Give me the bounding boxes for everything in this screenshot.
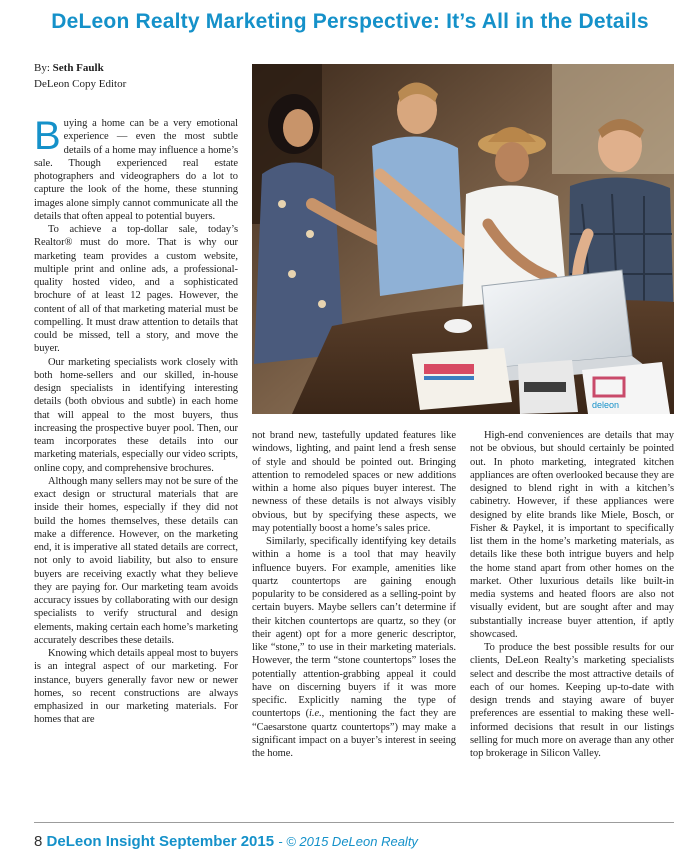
drop-cap: B <box>34 114 61 158</box>
paragraph: Although many sellers may not be sure of the exact design or structural materials that are inside their homes, especially if they did not build the homes themselves, these details can make a difference. However, on the marketing end, it is imperative all stated details are correct, not only to avoid liability, but also to ensure buyers are receiving exactly what they believe they are paying for. Our marketing team avoids accuracy issues by collaborating with our design specialists to verify structural and design elements, making certain each home’s marketing accurately describes these details. <box>34 475 238 646</box>
paragraph: Our marketing specialists work closely with both home-sellers and our skilled, in-house design specialists in identifying interesting details (both obvious and subtle) in each home that will appeal to the most buyers, thus increasing the prospective buyer pool. Then, our team incorporates these details into our marketing materials, especially our video scripts, online copy, and comprehensive brochures. <box>34 356 238 474</box>
paragraph: To produce the best possible results for our clients, DeLeon Realty’s marketing specialists select and describe the most attractive details of each of our homes. Keeping up-to-date with design trends and staying aware of buyer preferences are essential to making these well-informed decisions that result in our listings selling for much more on average than any other top brokerage in Silicon Valley. <box>470 642 674 759</box>
paragraph-continued: not brand new, tastefully updated features like windows, lighting, and paint lend a fresh sense of style and should be pointed out. Bringing attention to remodeled spaces or new additions within a home also piques buyer interest. The newness of these details is not always visibly obvious, but by specifying these aspects, we may potentially boost a home’s sales price. <box>252 430 456 534</box>
article-column-3 <box>470 429 674 760</box>
paragraph: High-end conveniences are details that may not be obvious, but should certainly be pointed out. In photo marketing, integrated kitchen appliances are often overlooked because they are designed to blend right in with a kitchen’s cabinetry. However, if these appliances were designed by elite brands like Miele, Bosch, or Fisher & Paykel, it is important to specifically list them in the home’s marketing materials, as details like these both intrigue buyers and help the home stand apart from other homes on the market. Other luxurious details like built-in media systems and heated floors are also not visually evident, but are sought after and may substantially increase buyer attention, if aptly showcased. <box>470 430 674 640</box>
byline-label: By: <box>34 62 50 74</box>
intro-paragraph: Buying a home can be a very emotional experience — even the most subtle details of a home may influence a home’s sale. Though experienced real estate photographers and videographers do a lot to capture the look of the home, these stunning images alone simply cannot communicate all the details that often appeal to potential buyers. <box>34 114 238 222</box>
author-role: DeLeon Copy Editor <box>34 78 127 90</box>
page-number: 8 <box>34 833 43 850</box>
author-name: Seth Faulk <box>52 62 104 74</box>
paragraph: Knowing which details appeal most to buyers is an integral aspect of our marketing. For instance, buyers generally favor new or newer homes, so recent constructions are always emphasized in our marketing materials. For homes that are <box>34 648 238 726</box>
team-photo-illustration <box>252 64 674 414</box>
team-photo <box>252 64 674 414</box>
page-footer <box>34 833 418 850</box>
brochure-brand-text: deleon <box>592 400 620 410</box>
article-title: DeLeon Realty Marketing Perspective: It’s All in the Details <box>51 10 649 33</box>
article-column-1 <box>34 114 238 727</box>
copyright-notice: - © 2015 DeLeon Realty <box>278 834 418 849</box>
byline <box>34 60 126 92</box>
footer-divider <box>34 822 674 823</box>
article-column-2 <box>252 429 456 760</box>
paragraph: To achieve a top-dollar sale, today’s Realtor® must do more. That is why our marketing team provides a custom website, multiple print and online ads, a professional-quality hosted video, and a sophisticated brochure of at least 12 pages. However, the content of all of that marketing material must be compelling. It must draw attention to details that could be missed, tell a story, and move the buyer. <box>34 224 238 355</box>
publication-name: DeLeon Insight September 2015 <box>46 833 275 850</box>
paragraph: Similarly, specifically identifying key details within a home is a tool that may heavily influence buyers. For example, amenities like quartz countertops are gaining enough popularity to be considered as a selling-point by certain buyers. Maybe sellers can’t determine if their kitchen countertops are quartz, so they (or their agent) opt for a more generic descriptor, like “stone,” to use in their marketing materials. However, the term “stone countertops” loses the potentially attention-grabbing appeal it could have on discerning buyers if it was more specific. Explicitly naming the type of countertops (i.e., mentioning the fact they are “Caesarstone quartz countertops”) may make a significant impact on a buyer’s interest in seeing the home. <box>252 536 456 759</box>
